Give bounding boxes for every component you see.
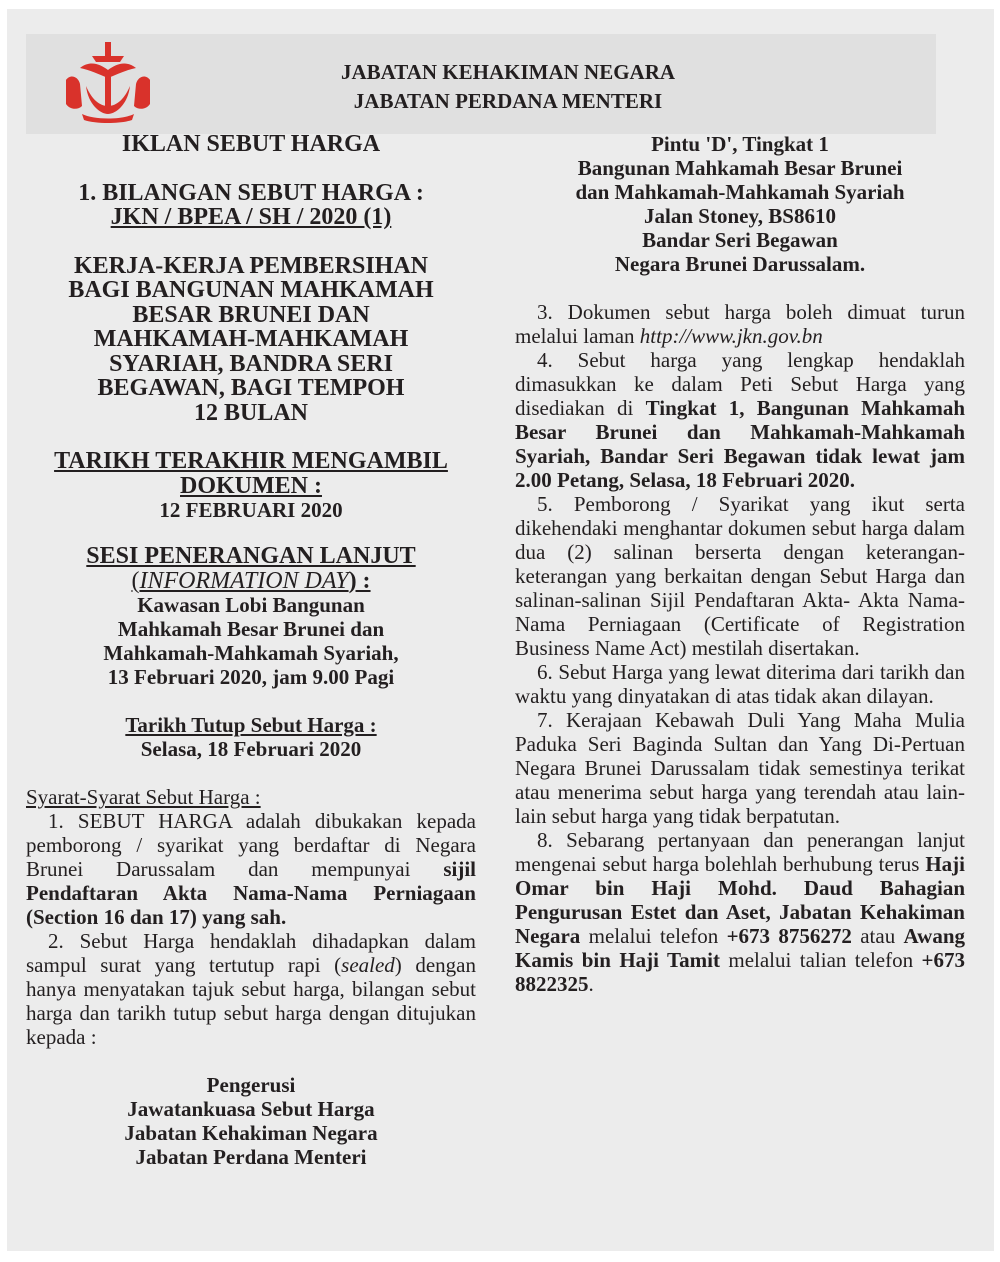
addressee-line: Jabatan Perdana Menteri (135, 1145, 367, 1169)
session-paren-open: ( (131, 567, 140, 594)
session-detail-line: Kawasan Lobi Bangunan (137, 593, 365, 617)
clause-3-text: 3. Dokumen sebut harga boleh dimuat turun melalui laman (515, 300, 965, 348)
address-line: Pintu 'D', Tingkat 1 (651, 132, 829, 156)
clause-4-bold: Tingkat 1, Bangunan Mahkamah Besar Brunei dan Mahkamah-Mahkamah Syariah, Bandar Seri Begawan tidak lewat jam 2.00 Petang, Selasa, 18 Februari 2020. (515, 396, 966, 492)
phone-number-1: +673 8756272 (726, 924, 852, 948)
work-title-line: BEGAWAN, BAGI TEMPOH (97, 375, 405, 401)
session-details (26, 593, 476, 689)
condition-1-bold: sijil Pendaftaran Akta Nama-Nama Perniagaan (Section 16 dan 17) yang sah. (26, 857, 476, 929)
contact-name-1: Haji Omar bin Haji Mohd. Daud Bahagian Pengurusan Estet dan Aset, Jabatan Kehakiman Negara (515, 852, 965, 948)
work-title-line: 12 BULAN (193, 399, 308, 426)
clause-7: 7. Kerajaan Kebawah Duli Yang Maha Mulia Paduka Seri Baginda Sultan dan Yang Di-Pertuan Negara Brunei Darussalam tidak semestinya terikat atau menerima sebut harga yang terendah atau lain-lain sebut harga yang tidak berpatutan. (515, 708, 965, 828)
condition-2-text-a: 2. Sebut Harga hendaklah dihadapkan dalam sampul surat yang tertutup rapi ( (26, 929, 476, 977)
work-title-line: MAHKAMAH-MAHKAMAH (93, 326, 409, 352)
addressee-line: Jabatan Kehakiman Negara (124, 1121, 378, 1145)
clause-3 (515, 300, 965, 348)
clause-8-text-a: 8. Sebarang pertanyaan dan penerangan lanjut mengenai sebut harga bolehlah berhubung terus (515, 828, 965, 876)
clause-6: 6. Sebut Harga yang lewat diterima dari tarikh dan waktu yang dinyatakan di atas tidak akan dilayan. (515, 660, 965, 708)
contact-name-2: Awang Kamis bin Haji Tamit (515, 924, 965, 972)
deadline-label (26, 449, 476, 498)
address-line: Jalan Stoney, BS8610 (644, 204, 836, 228)
address-line: Bandar Seri Begawan (642, 228, 838, 252)
session-detail-line: Mahkamah Besar Brunei dan (117, 617, 385, 641)
conditions-heading: Syarat-Syarat Sebut Harga : (26, 785, 261, 809)
address-line: dan Mahkamah-Mahkamah Syariah (575, 180, 905, 204)
website-link[interactable]: http://www.jkn.gov.bn (639, 324, 823, 348)
condition-2 (26, 929, 476, 1049)
work-title-line: SYARIAH, BANDRA SERI (109, 350, 393, 377)
phone-number-2: +673 8822325 (515, 948, 965, 996)
condition-2-sealed: sealed (341, 953, 395, 977)
header-title-line1: JABATAN KEHAKIMAN NEGARA (340, 60, 676, 84)
header-title-line2: JABATAN PERDANA MENTERI (353, 89, 663, 113)
clause-8-text-c: atau (851, 924, 904, 948)
session-subtitle (26, 569, 476, 594)
header-title (200, 58, 816, 116)
clause-4-text: 4. Sebut harga yang lengkap hendaklah dimasukkan ke dalam Peti Sebut Harga yang disediakan di (515, 348, 965, 420)
address-line: Negara Brunei Darussalam. (614, 252, 866, 276)
work-title-line: BAGI BANGUNAN MAHKAMAH (68, 277, 434, 303)
address-line: Bangunan Mahkamah Besar Brunei (577, 156, 903, 180)
work-title (26, 254, 476, 426)
left-column (26, 132, 476, 1169)
right-column (515, 132, 965, 996)
closing-date: Selasa, 18 Februari 2020 (140, 737, 362, 761)
closing-label: Tarikh Tutup Sebut Harga : (125, 713, 377, 737)
address-block (515, 132, 965, 276)
addressee-line: Jawatankuasa Sebut Harga (127, 1097, 375, 1121)
deadline-date: 12 FEBRUARI 2020 (159, 498, 343, 522)
clause-5: 5. Pemborong / Syarikat yang ikut serta dikehendaki menghantar dokumen sebut harga dalam dua (2) salinan berserta dengan keterangan-keterangan yang berkaitan dengan Sebut Harga dan salinan-salinan Sijil Pendaftaran Akta- Akta Nama-Nama Perniagaan (Certificate of Registration Business Name Act) mestilah disertakan. (515, 492, 965, 660)
clause-4 (515, 348, 965, 492)
session-label: SESI PENERANGAN LANJUT (86, 543, 416, 569)
clause-8-text-d: melalui talian telefon (719, 948, 922, 972)
clause-8-text-e: . (588, 972, 594, 996)
session-detail-line: 13 Februari 2020, jam 9.00 Pagi (107, 665, 395, 689)
clause-8-text-b: melalui telefon (580, 924, 727, 948)
condition-1 (26, 809, 476, 929)
addressee-line: Pengerusi (206, 1073, 296, 1097)
work-title-line: KERJA-KERJA PEMBERSIHAN (73, 252, 429, 279)
notice-heading: IKLAN SEBUT HARGA (121, 131, 381, 157)
reference-number: JKN / BPEA / SH / 2020 (1) (110, 204, 392, 230)
session-information-day: INFORMATION DAY (139, 567, 349, 594)
condition-2-text-b: ) dengan hanya menyatakan tajuk sebut harga, bilangan sebut harga dan tarikh tutup sebut harga dengan ditujukan kepada : (26, 953, 477, 1049)
deadline-label-line1: TARIKH TERAKHIR MENGAMBIL (54, 448, 448, 474)
clause-8 (515, 828, 965, 996)
addressee-block (26, 1073, 476, 1169)
condition-1-text: 1. SEBUT HARGA adalah dibukakan kepada pemborong / syarikat yang berdaftar di Negara Brunei Darussalam dan mempunyai (26, 809, 476, 881)
session-paren-close: ) : (348, 567, 371, 594)
deadline-label-line2: DOKUMEN : (180, 472, 322, 499)
brunei-crest-icon (60, 40, 156, 124)
session-detail-line: Mahkamah-Mahkamah Syariah, (103, 641, 399, 665)
reference-label: 1. BILANGAN SEBUT HARGA : (78, 179, 424, 206)
work-title-line: BESAR BRUNEI DAN (132, 301, 370, 328)
